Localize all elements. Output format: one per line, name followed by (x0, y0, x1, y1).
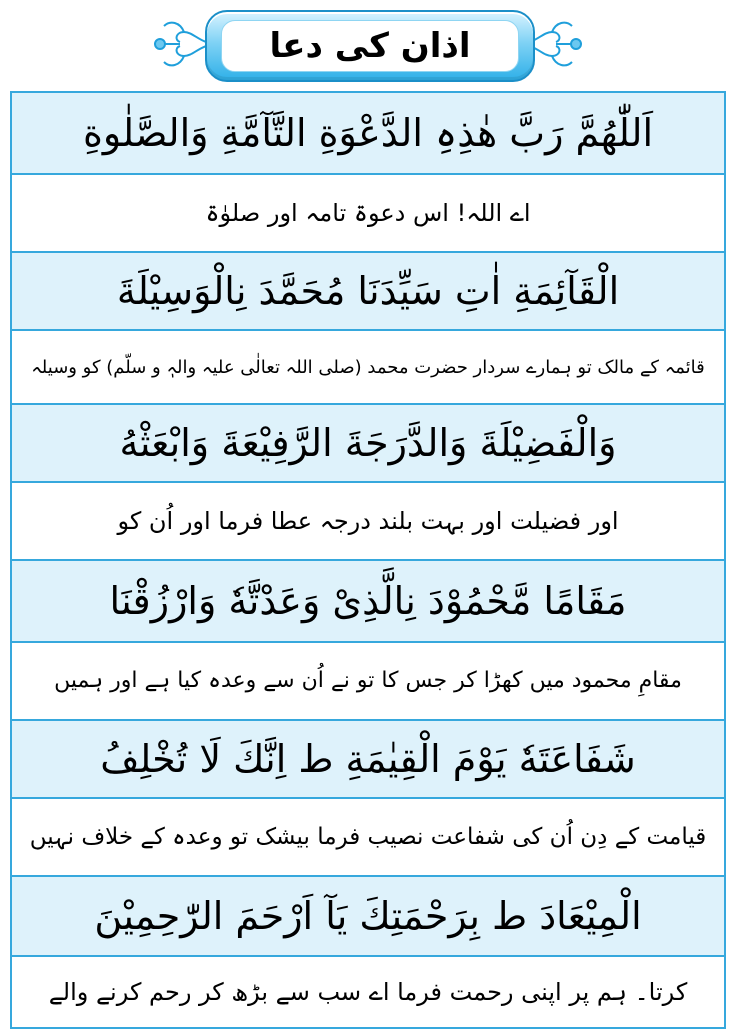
arabic-line-4 (12, 561, 724, 643)
title-plaque-inner (221, 20, 519, 72)
urdu-translation-6 (12, 957, 724, 1027)
urdu-text: اے اللہ! اس دعوۃ تامہ اور صلوٰۃ (205, 199, 531, 227)
urdu-translation-5 (12, 799, 724, 877)
title-plaque (205, 10, 535, 82)
arabic-line-3 (12, 405, 724, 483)
dua-table (10, 91, 726, 1029)
urdu-translation-3 (12, 483, 724, 561)
arabic-line-1 (12, 93, 724, 175)
title-banner (0, 0, 736, 90)
arabic-text: وَالْفَضِیْلَةَ وَالدَّرَجَةَ الرَّفِیْعَةَ وَابْعَثْهُ (119, 421, 617, 465)
urdu-text: قائمہ کے مالک تو ہمارے سردار حضرت محمد (صلی اللہ تعالٰی علیہ والہٖ و سلّم) کو وسیلہ (31, 356, 705, 378)
urdu-translation-1 (12, 175, 724, 253)
page-title: اذان کی دعا (269, 26, 471, 66)
urdu-text: کرتا۔ ہم پر اپنی رحمت فرما اے سب سے بڑھ کر رحم کرنے والے (48, 978, 688, 1006)
arabic-text: اَللّٰھُمَّ رَبَّ ھٰذِہِ الدَّعْوَةِ التَّآمَّةِ وَالصَّلٰوةِ (82, 111, 654, 155)
arabic-text: الْمِیْعَادَ ط بِرَحْمَتِكَ یَآ اَرْحَمَ الرّٰحِمِیْنَ (94, 894, 642, 938)
arabic-text: الْقَآئِمَةِ اٰتِ سَیِّدَنَا مُحَمَّدَ نِالْوَسِیْلَةَ (116, 269, 620, 313)
arabic-line-2 (12, 253, 724, 331)
urdu-translation-2 (12, 331, 724, 405)
urdu-text: اور فضیلت اور بہت بلند درجہ عطا فرما اور اُن کو (117, 507, 619, 535)
urdu-text: قیامت کے دِن اُن کی شفاعت نصیب فرما بیشک تو وعدہ کے خلاف نہیں (29, 824, 707, 850)
urdu-translation-4 (12, 643, 724, 721)
urdu-text: مقامِ محمود میں کھڑا کر جس کا تو نے اُن سے وعدہ کیا ہے اور ہمیں (54, 668, 682, 693)
arabic-text: مَقَامًا مَّحْمُوْدَ نِالَّذِیْ وَعَدْتَّهٗ وَارْزُقْنَا (109, 579, 627, 623)
arabic-line-6 (12, 877, 724, 957)
arabic-text: شَفَاعَتَهٗ یَوْمَ الْقِیٰمَةِ ط اِنَّكَ لَا تُخْلِفُ (100, 737, 636, 781)
arabic-line-5 (12, 721, 724, 799)
